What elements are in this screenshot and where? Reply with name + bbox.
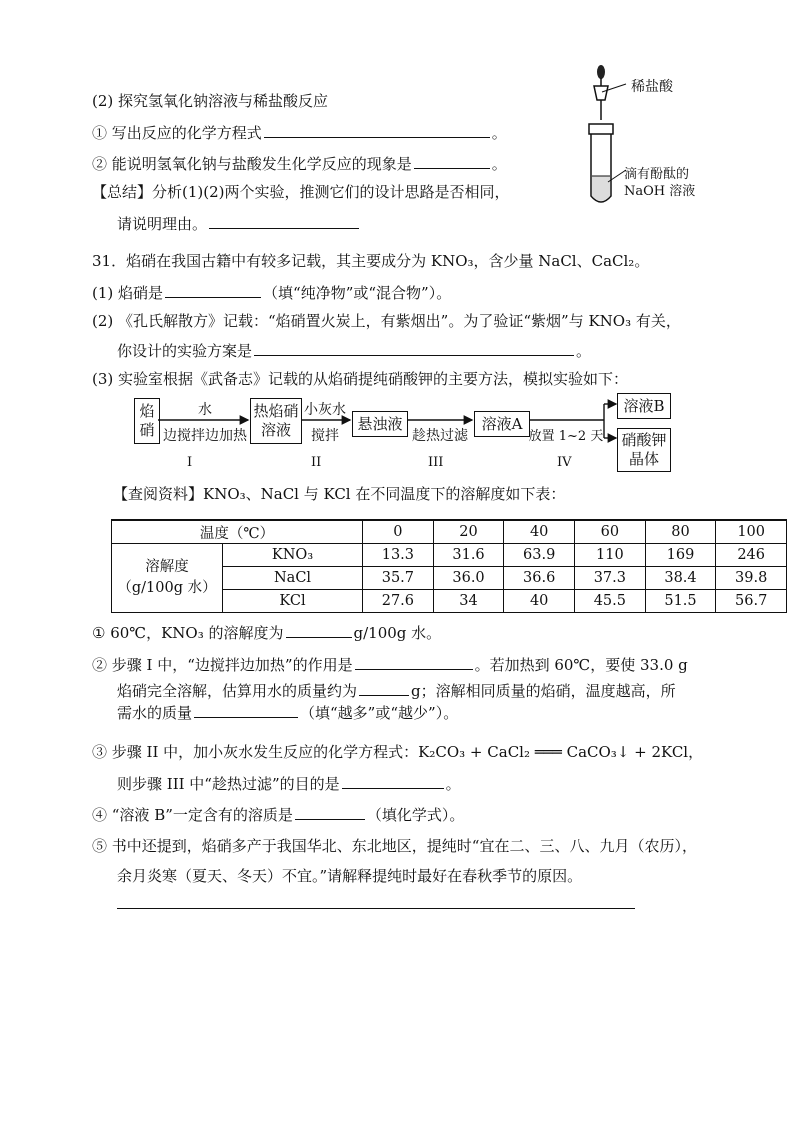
answer-blank[interactable] [209,213,359,229]
table-cell: 51.5 [645,590,716,613]
q31-part3: (3) 实验室根据《武备志》记载的从焰硝提纯硝酸钾的主要方法，模拟实验如下： [92,370,629,388]
table-cell: 39.8 [716,567,787,590]
answer-blank[interactable] [342,773,444,789]
label-dilute-hcl: 稀盐酸 [631,79,673,95]
temp-cell: 0 [363,520,434,544]
label-phenolphthalein: 滴有酚酞的 [624,167,690,182]
step1-top: 水 [198,402,212,418]
temp-cell: 60 [575,520,646,544]
answer-blank[interactable] [414,153,490,169]
question-2-line-3: 需水的质量 （填“越多”或“越少”）。 [117,704,459,722]
question-3: ③ 步骤 II 中，加小灰水发生反应的化学方程式：K₂CO₃ + CaCl₂ ═══ CaCO₃↓ + 2KCl， [92,743,704,761]
reference-note: 【查阅资料】KNO₃、NaCl 与 KCl 在不同温度下的溶解度如下表： [113,485,566,503]
question-5-line-2: 余月炎寒（夏天、冬天）不宜。”请解释提纯时最好在春秋季节的原因。 [117,867,583,885]
answer-line[interactable] [117,908,635,909]
table-cell: 35.7 [363,567,434,590]
table-cell: 36.0 [433,567,504,590]
part2-q2: ② 能说明氢氧化钠与盐酸发生化学反应的现象是 。 [92,155,507,173]
answer-blank[interactable] [194,702,298,718]
step-label-ii: II [311,455,322,470]
step2-bottom: 搅拌 [311,428,339,444]
summary-line-2: 请说明理由。 [117,213,361,234]
answer-blank[interactable] [165,282,261,298]
table-cell: 13.3 [363,544,434,567]
box-hot-solution: 热焰硝 溶液 [250,398,302,444]
box-saltpeter: 焰 硝 [134,398,160,444]
label-naoh-solution: NaOH 溶液 [624,184,696,199]
q31-part2: (2) 《孔氏解散方》记载：“焰硝置火炭上，有紫烟出”。为了验证“紫烟”与 KNO₃ 有关， [92,312,681,330]
table-cell: 37.3 [575,567,646,590]
question-1: ① 60℃，KNO₃ 的溶解度为 g/100g 水。 [92,624,442,642]
step4-bottom: 放置 1~2 天 [528,429,604,444]
flow-arrows [158,395,628,445]
part2-heading: (2) 探究氢氧化钠溶液与稀盐酸反应 [92,92,329,110]
answer-blank[interactable] [295,804,365,820]
temp-header: 温度（℃） [112,520,363,544]
answer-blank[interactable] [264,122,490,138]
question-2-line-2: 焰硝完全溶解，估算用水的质量约为 g；溶解相同质量的焰硝，温度越高，所 [117,682,676,700]
q31-part1: (1) 焰硝是 （填“纯净物”或“混合物”）。 [92,284,452,302]
step-label-i: I [187,455,193,470]
step-label-iii: III [428,455,444,470]
solubility-table [111,519,787,613]
temp-cell: 20 [433,520,504,544]
temp-cell: 40 [504,520,575,544]
step3-bottom: 趁热过滤 [412,428,468,444]
table-cell: 246 [716,544,787,567]
q31-part2-b: 你设计的实验方案是 。 [117,342,592,360]
substance-name: NaCl [223,567,363,590]
table-cell: 31.6 [433,544,504,567]
question-3-line-2: 则步骤 III 中“趁热过滤”的目的是 。 [117,775,461,793]
box-solution-a: 溶液A [474,411,530,437]
table-cell: 63.9 [504,544,575,567]
table-cell: 38.4 [645,567,716,590]
table-cell: 34 [433,590,504,613]
temp-cell: 80 [645,520,716,544]
answer-blank[interactable] [359,680,409,696]
table-cell: 27.6 [363,590,434,613]
substance-name: KCl [223,590,363,613]
table-cell: 45.5 [575,590,646,613]
box-solution-b: 溶液B [617,393,671,419]
question-4: ④ “溶液 B”一定含有的溶质是 （填化学式）。 [92,806,465,824]
table-cell: 40 [504,590,575,613]
answer-blank[interactable] [286,622,352,638]
question-5: ⑤ 书中还提到，焰硝多产于我国华北、东北地区，提纯时“宜在二、三、八、九月（农历）， [92,837,697,855]
q31-intro: 31．焰硝在我国古籍中有较多记载，其主要成分为 KNO₃，含少量 NaCl、CaCl₂。 [92,252,650,270]
substance-name: KNO₃ [223,544,363,567]
box-kno3-crystal: 硝酸钾 晶体 [617,428,671,472]
step1-bottom: 边搅拌边加热 [163,428,247,444]
answer-blank[interactable] [355,654,473,670]
table-cell: 36.6 [504,567,575,590]
solubility-row-header: 溶解度 （g/100g 水） [112,544,223,613]
temp-cell: 100 [716,520,787,544]
table-cell: 56.7 [716,590,787,613]
step2-top: 小灰水 [304,402,346,418]
table-cell: 169 [645,544,716,567]
box-suspension: 悬浊液 [352,411,408,437]
question-2: ② 步骤 I 中，“边搅拌边加热”的作用是 。若加热到 60℃，要使 33.0 g [92,656,688,674]
step-label-iv: IV [557,455,572,470]
summary-line: 【总结】分析(1)(2)两个实验，推测它们的设计思路是否相同， [92,183,510,201]
table-cell: 110 [575,544,646,567]
answer-blank[interactable] [254,340,574,356]
part2-q1: ① 写出反应的化学方程式 。 [92,124,507,142]
